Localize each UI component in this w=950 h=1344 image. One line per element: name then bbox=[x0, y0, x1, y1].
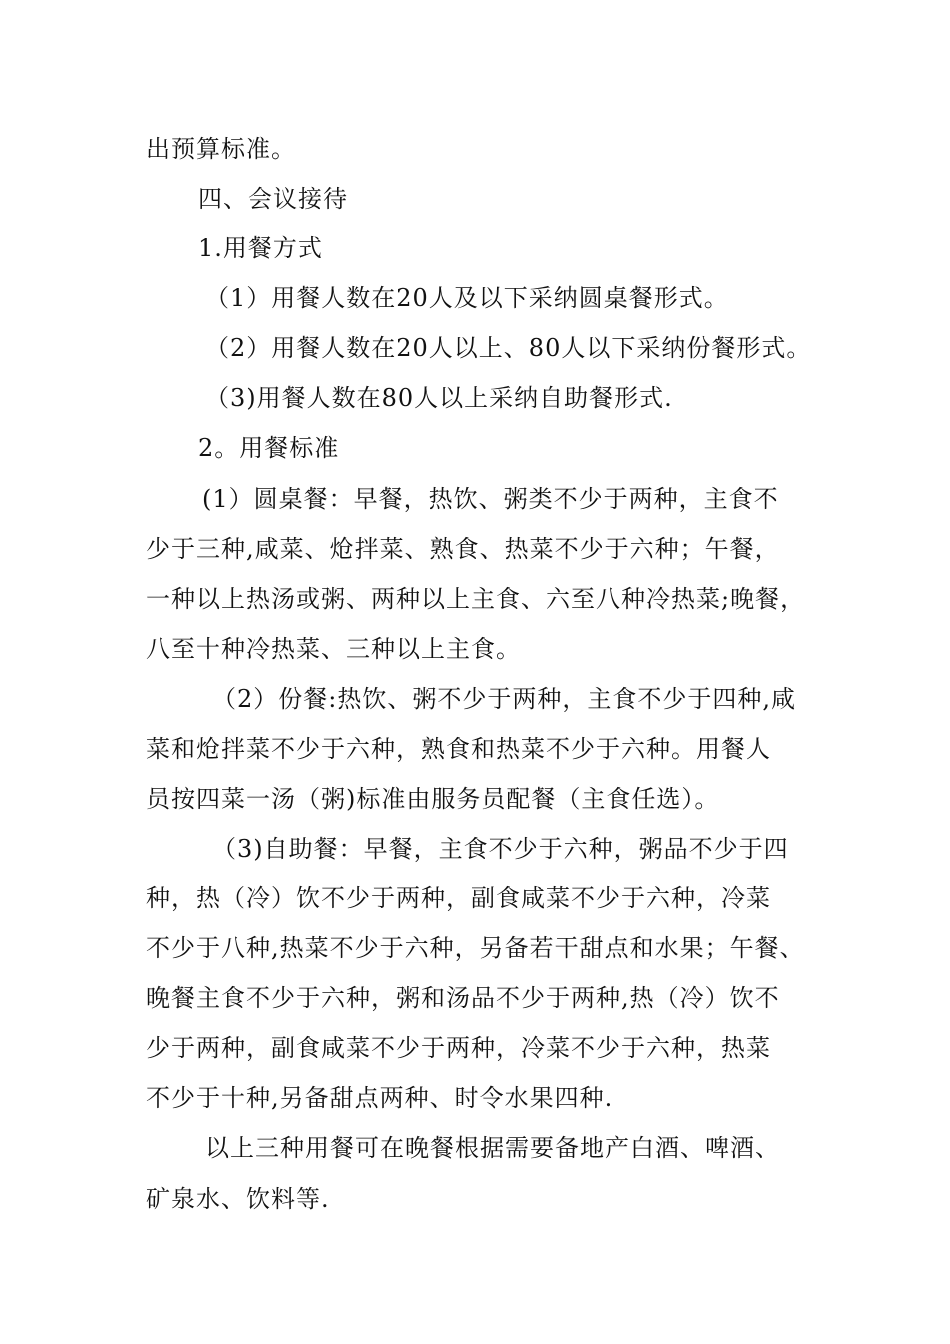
text-line: （2）用餐人数在20人以上、80人以下采纳份餐形式。 bbox=[205, 334, 812, 362]
text-line: 以上三种用餐可在晚餐根据需要备地产白酒、啤酒、 bbox=[205, 1134, 780, 1162]
section-heading: 四、会议接待 bbox=[198, 185, 348, 213]
text-line: 晚餐主食不少于六种，粥和汤品不少于两种,热（冷）饮不 bbox=[146, 984, 780, 1012]
text-line: 少于两种，副食咸菜不少于两种，冷菜不少于六种，热菜 bbox=[146, 1034, 771, 1062]
subsection-heading: 1.用餐方式 bbox=[198, 234, 323, 262]
text-line: （1）用餐人数在20人及以下采纳圆桌餐形式。 bbox=[205, 284, 729, 312]
text-line: （3)用餐人数在80人以上采纳自助餐形式. bbox=[205, 384, 673, 412]
text-line: 种，热（冷）饮不少于两种，副食咸菜不少于六种，冷菜 bbox=[146, 884, 771, 912]
text-line: 不少于十种,另备甜点两种、时令水果四种. bbox=[146, 1084, 614, 1112]
text-line: 菜和炝拌菜不少于六种，熟食和热菜不少于六种。用餐人 bbox=[146, 735, 771, 763]
text-line: 矿泉水、饮料等. bbox=[146, 1185, 330, 1213]
subsection-heading: 2。用餐标准 bbox=[198, 434, 340, 462]
text-line: 不少于八种,热菜不少于六种，另备若干甜点和水果；午餐、 bbox=[146, 934, 805, 962]
text-line: 员按四菜一汤（粥)标准由服务员配餐（主食任选）。 bbox=[146, 785, 720, 813]
text-line: 一种以上热汤或粥、两种以上主食、六至八种冷热菜;晚餐， bbox=[146, 585, 806, 613]
text-line: (1）圆桌餐：早餐，热饮、粥类不少于两种，主食不 bbox=[202, 485, 779, 513]
text-line: 八至十种冷热菜、三种以上主食。 bbox=[146, 635, 521, 663]
text-line: 少于三种,咸菜、炝拌菜、熟食、热菜不少于六种；午餐， bbox=[146, 535, 780, 563]
text-line: （2）份餐:热饮、粥不少于两种，主食不少于四种,咸 bbox=[212, 685, 796, 713]
text-line: 出预算标准。 bbox=[146, 135, 296, 163]
text-line: （3)自助餐：早餐，主食不少于六种，粥品不少于四 bbox=[212, 835, 789, 863]
